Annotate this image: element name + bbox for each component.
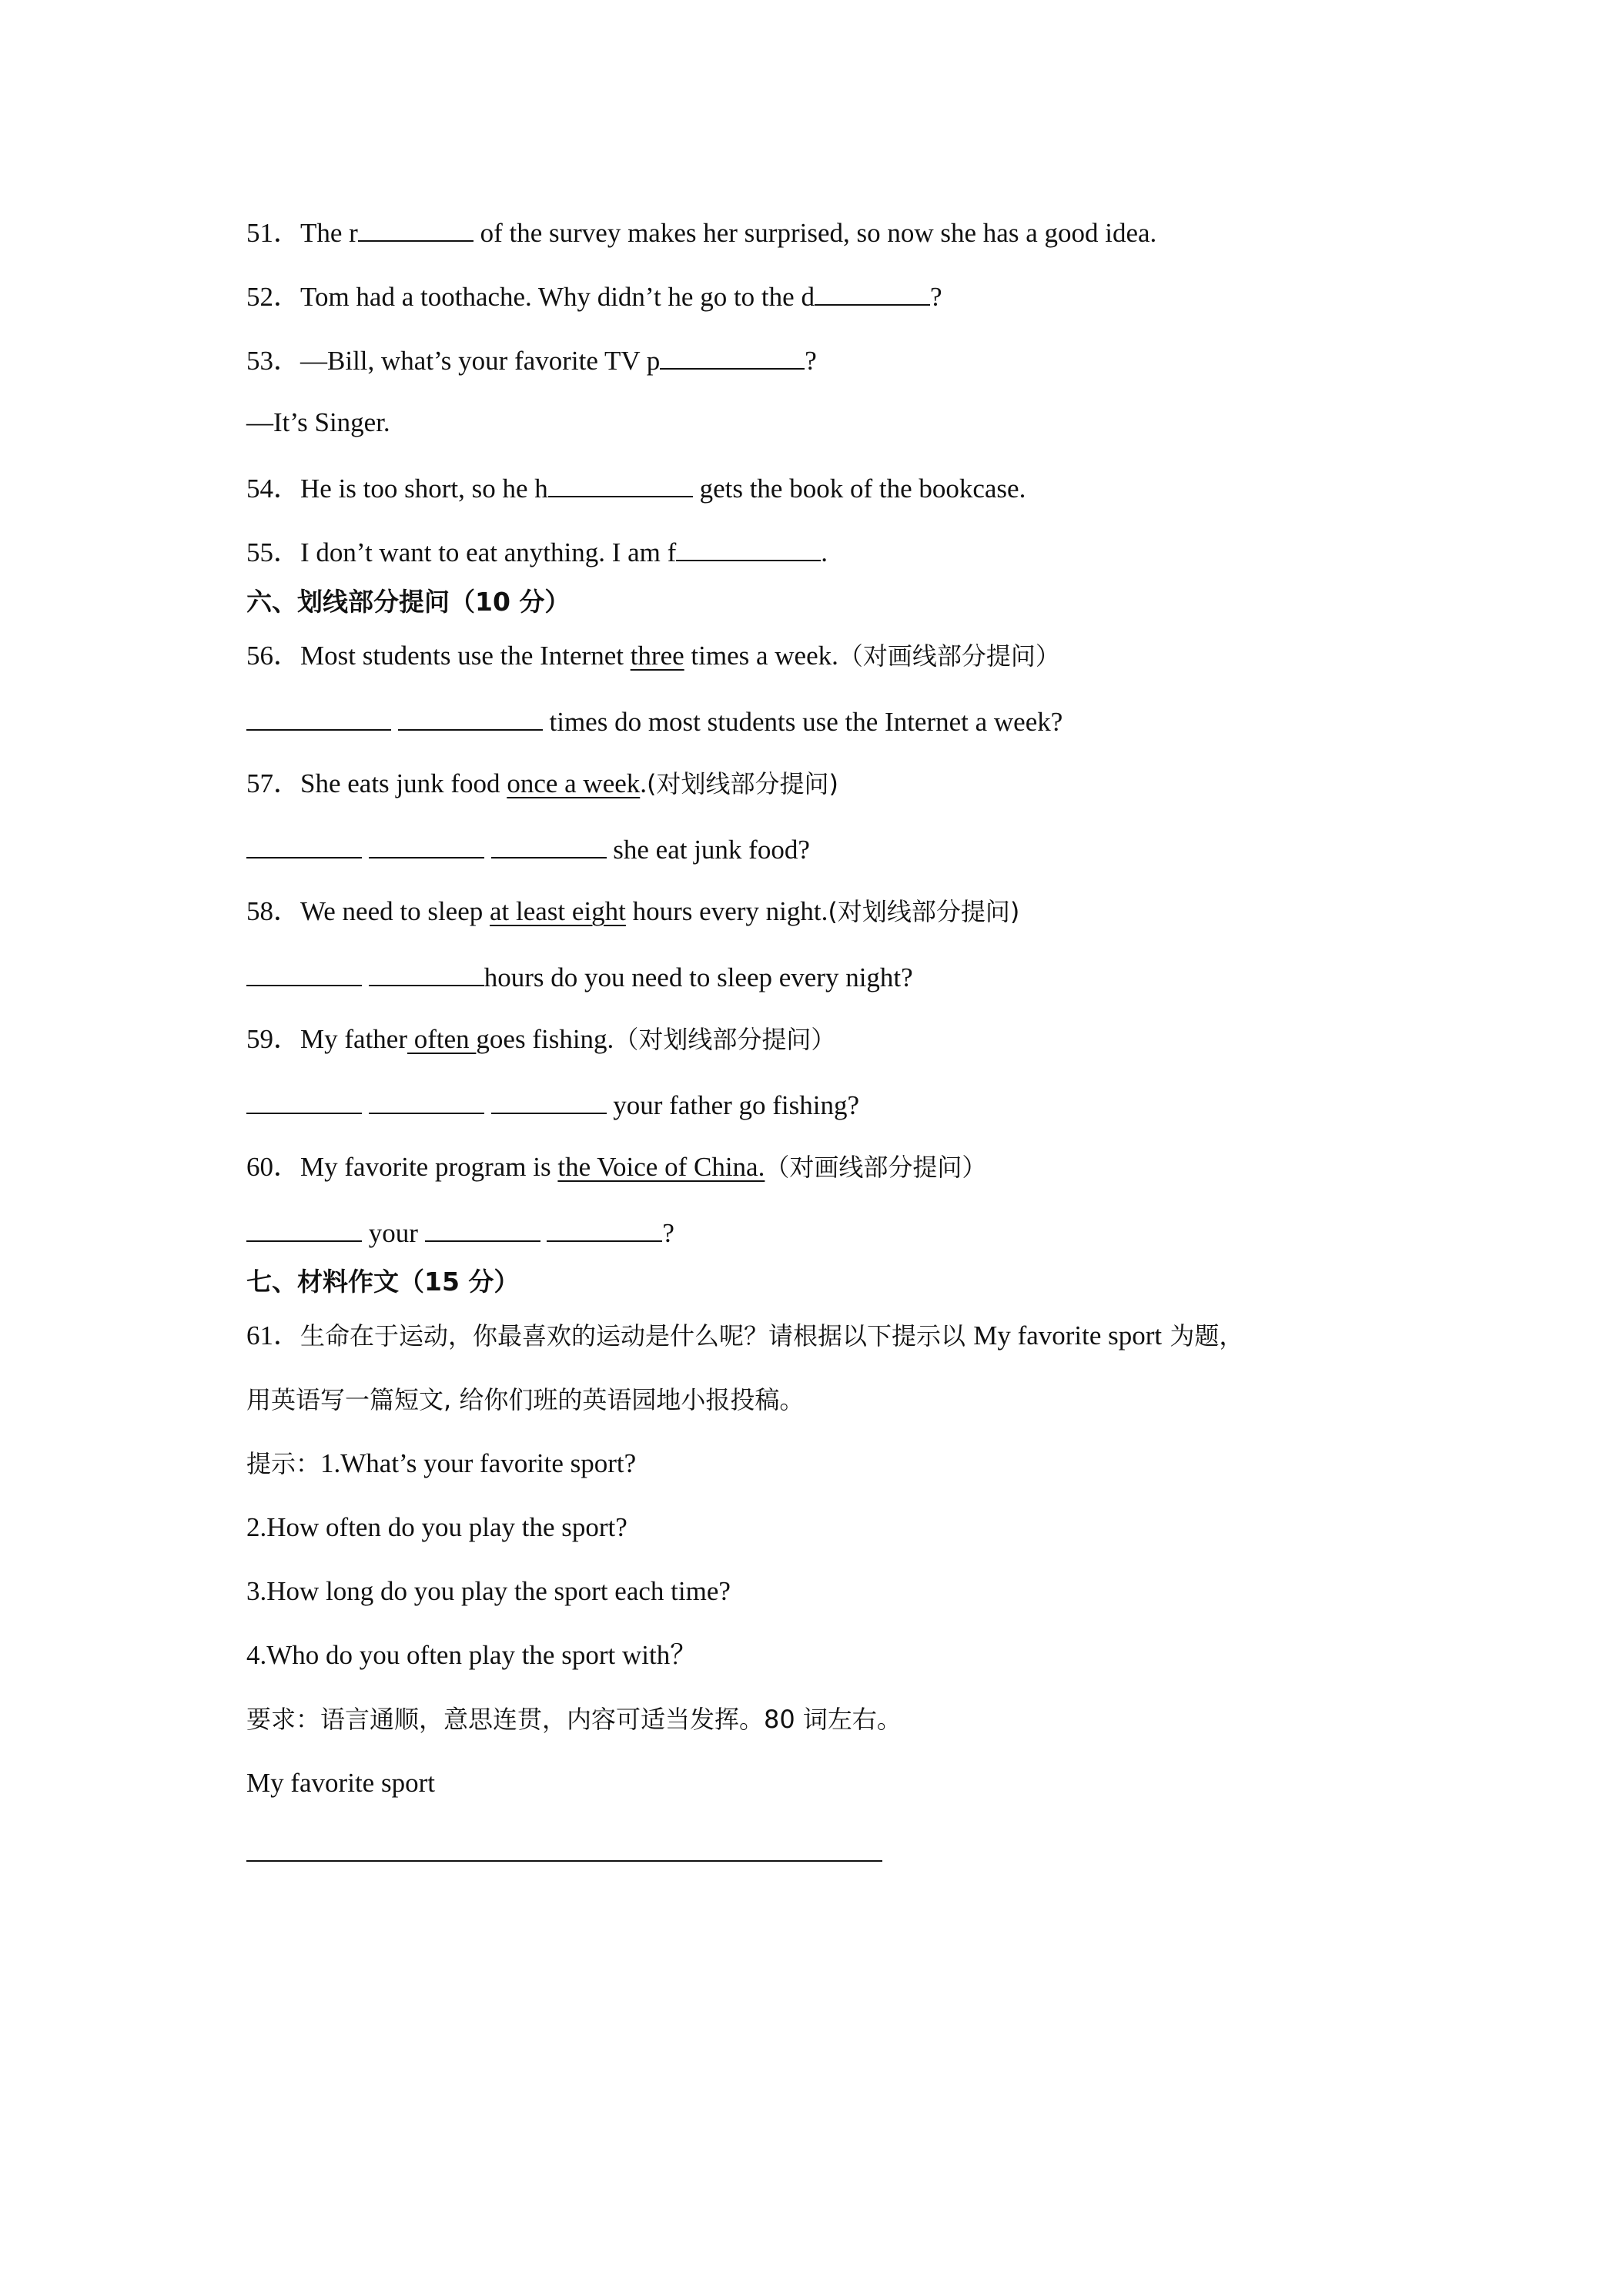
question-58: [246, 895, 1019, 929]
section-heading: 七、材料作文（15 分）: [246, 1267, 520, 1297]
question-text: hours every night.: [625, 896, 828, 926]
question-56: [246, 639, 1060, 673]
answer-line-59: [246, 1086, 859, 1123]
instruction-note: （对划线部分提问）: [614, 1025, 836, 1054]
instruction-note: （对画线部分提问）: [838, 641, 1060, 671]
fill-blank[interactable]: [398, 703, 543, 731]
answer-line-58: [246, 959, 913, 995]
fill-blank[interactable]: [425, 1214, 540, 1242]
question-text: We need to sleep: [300, 896, 490, 926]
question-text: —Bill, what’s your favorite TV p: [300, 346, 661, 376]
question-text: The r: [300, 218, 358, 248]
question-text: My favorite program is: [300, 1152, 558, 1182]
fill-blank[interactable]: [358, 214, 474, 242]
question-text: goes fishing.: [476, 1024, 614, 1054]
fill-blank[interactable]: [369, 959, 484, 986]
hint-3: 3.How long do you play the sport each time?: [246, 1576, 731, 1606]
answer-line-60: [246, 1214, 674, 1250]
question-number: 56．: [246, 641, 301, 671]
prompt-text: 生命在于运动，你最喜欢的运动是什么呢？请根据以下提示以: [300, 1321, 974, 1350]
fill-blank[interactable]: [246, 959, 362, 986]
prompt-text: 为题，: [1162, 1321, 1244, 1350]
question-51: [246, 214, 1156, 250]
section-heading: 六、划线部分提问（10 分）: [246, 587, 571, 617]
hint-text: 1.What’s your favorite sport?: [320, 1448, 637, 1478]
answer-line-57: [246, 831, 810, 867]
question-text: She eats junk food: [300, 768, 507, 798]
question-number: 54．: [246, 474, 301, 504]
question-number: 51．: [246, 218, 301, 248]
fill-blank[interactable]: [491, 1086, 607, 1114]
fill-blank[interactable]: [246, 1086, 362, 1114]
hint-2: 2.How often do you play the sport?: [246, 1512, 627, 1542]
question-text: .: [640, 768, 648, 798]
answer-text: ?: [662, 1218, 674, 1248]
question-54: [246, 470, 1026, 506]
fill-blank[interactable]: [369, 1086, 484, 1114]
fill-blank[interactable]: [369, 831, 484, 858]
question-number: 60．: [246, 1152, 301, 1182]
question-text: ?: [929, 282, 942, 312]
fill-blank[interactable]: [548, 470, 693, 497]
essay-answer-line[interactable]: [246, 1860, 882, 1862]
hint-4: 4.Who do you often play the sport with？: [246, 1640, 698, 1670]
prompt-line-2: 用英语写一篇短文, 给你们班的英语园地小报投稿。: [246, 1385, 805, 1414]
question-text: I don’t want to eat anything. I am f: [300, 537, 677, 567]
hint-1: [246, 1447, 636, 1481]
underlined-part: the Voice of China.: [557, 1152, 765, 1182]
underlined-part: often: [407, 1024, 477, 1054]
question-number: 55．: [246, 537, 301, 567]
question-text: gets the book of the bookcase.: [692, 474, 1026, 504]
answer-line-56: [246, 703, 1062, 739]
answer-text: hours do you need to sleep every night?: [484, 962, 913, 992]
answer-text: times do most students use the Internet a week?: [542, 707, 1063, 737]
prompt-text: My favorite sport: [973, 1320, 1163, 1350]
question-53: [246, 342, 817, 378]
fill-blank[interactable]: [676, 534, 821, 561]
question-number: 57．: [246, 768, 301, 798]
question-text: times a week.: [684, 641, 838, 671]
fill-blank[interactable]: [815, 278, 930, 306]
instruction-note: （对画线部分提问）: [765, 1153, 987, 1182]
underlined-part: once a week: [507, 768, 641, 798]
question-number: 59．: [246, 1024, 301, 1054]
essay-title: My favorite sport: [246, 1768, 435, 1798]
requirement-text: 要求：语言通顺，意思连贯，内容可适当发挥。80 词左右。: [246, 1705, 902, 1734]
question-text: My father: [300, 1024, 407, 1054]
answer-text: your father go fishing?: [606, 1090, 860, 1120]
question-number: 58．: [246, 896, 301, 926]
underlined-part: at least eight: [490, 896, 626, 926]
fill-blank[interactable]: [246, 1214, 362, 1242]
question-text: He is too short, so he h: [300, 474, 548, 504]
question-59: [246, 1022, 835, 1056]
question-57: [246, 767, 838, 801]
fill-blank[interactable]: [547, 1214, 662, 1242]
question-55: [246, 534, 828, 570]
instruction-note: (对划线部分提问): [828, 897, 1020, 926]
answer-text: your: [362, 1218, 425, 1248]
question-text: Most students use the Internet: [300, 641, 631, 671]
hint-label: 提示：: [246, 1449, 321, 1478]
fill-blank[interactable]: [246, 703, 391, 731]
question-text: .: [821, 537, 828, 567]
question-61: [246, 1319, 1243, 1353]
fill-blank[interactable]: [660, 342, 805, 370]
question-52: [246, 278, 942, 314]
answer-text: she eat junk food?: [606, 835, 810, 865]
fill-blank[interactable]: [491, 831, 607, 858]
question-text: Tom had a toothache. Why didn’t he go to the d: [300, 282, 815, 312]
question-number: 61．: [246, 1320, 301, 1350]
underlined-part: three: [630, 641, 684, 671]
instruction-note: (对划线部分提问): [647, 769, 838, 798]
question-text: ?: [805, 346, 817, 376]
question-number: 53．: [246, 346, 301, 376]
fill-blank[interactable]: [246, 831, 362, 858]
question-text: of the survey makes her surprised, so now she has a good idea.: [473, 218, 1157, 248]
question-60: [246, 1150, 986, 1184]
question-number: 52．: [246, 282, 301, 312]
dialogue-answer: —It’s Singer.: [246, 407, 390, 437]
